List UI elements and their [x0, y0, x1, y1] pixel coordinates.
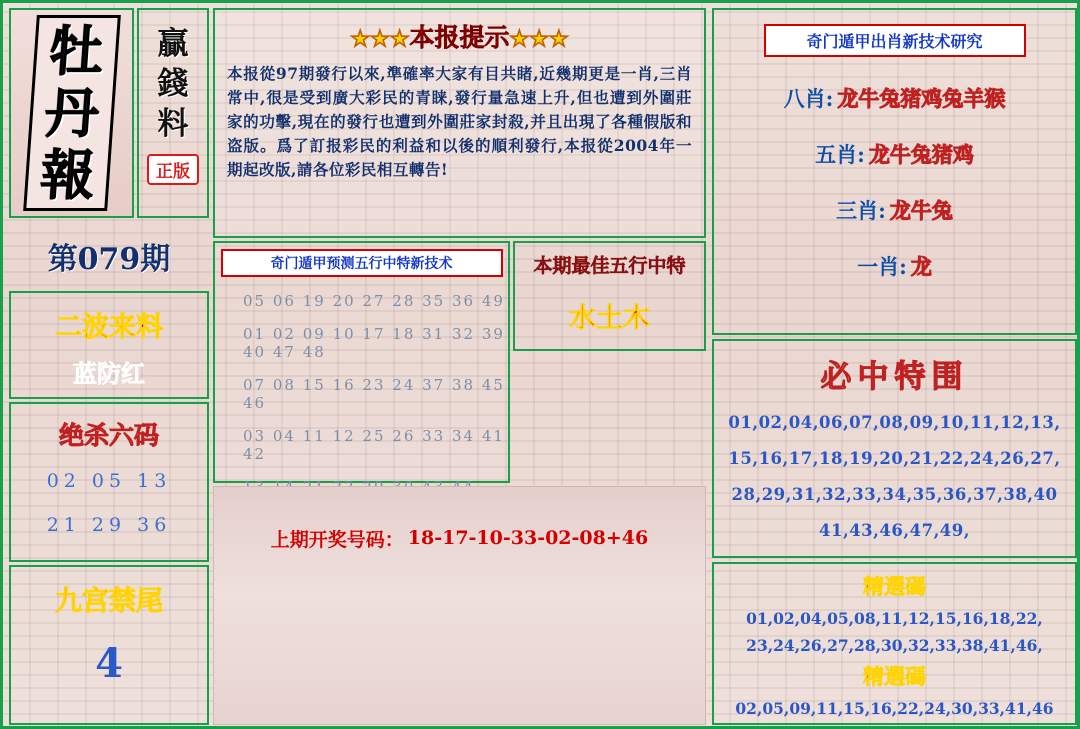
logo-char-1: 牡	[46, 19, 106, 83]
zodiac-row	[714, 195, 1075, 225]
best-element-title: 本期最佳五行中特	[533, 255, 686, 277]
win-char-1: 贏	[157, 26, 189, 62]
selected-row: 23,24,26,27,28,30,32,33,38,41,46,	[746, 636, 1043, 655]
prediction-row: 03 04 11 12 25 26 33 34 41 42	[243, 427, 505, 463]
kill-six-block	[9, 402, 209, 562]
prediction-row: 05 06 19 20 27 28 35 36 49	[243, 292, 505, 310]
stars-right: ★★★	[509, 26, 569, 52]
must-hit-row: 28,29,31,32,33,34,35,36,37,38,40	[731, 485, 1058, 504]
logo-char-3: 報	[37, 143, 97, 207]
issue-number	[9, 225, 209, 287]
last-draw-value: 18-17-10-33-02-08+46	[407, 527, 649, 549]
zodiac-row	[714, 139, 1075, 169]
zodiac-row-value: 龙牛兔	[889, 198, 953, 223]
notice-title-text: 本报提示	[409, 23, 510, 52]
masthead-logo	[9, 8, 134, 218]
must-hit-row: 15,16,17,18,19,20,21,22,24,26,27,	[728, 449, 1061, 468]
zodiac-row	[714, 251, 1075, 281]
best-element-block	[513, 241, 706, 351]
prediction-panel	[213, 241, 510, 483]
edition-badge: 正版	[147, 154, 199, 185]
wave-tip-title: 二波来料	[55, 312, 163, 343]
nine-palace-title: 九宫禁尾	[55, 586, 163, 617]
issue-number-text: 第079期	[47, 242, 171, 277]
zodiac-panel-title: 奇门遁甲出肖新技术研究	[764, 24, 1026, 57]
prediction-row: 01 02 09 10 17 18 31 32 39 40 47 48	[243, 325, 505, 361]
zodiac-row-value: 龙	[910, 254, 932, 279]
zodiac-row	[714, 83, 1075, 113]
must-hit-block	[712, 339, 1077, 558]
last-draw-result	[213, 508, 706, 568]
notice-panel	[213, 8, 706, 238]
zodiac-panel	[712, 8, 1077, 335]
must-hit-row: 41,43,46,47,49,	[818, 521, 971, 540]
zodiac-row-label: 一肖:	[857, 254, 907, 279]
wave-tip-block	[9, 291, 209, 399]
prediction-row: 07 08 15 16 23 24 37 38 45 46	[243, 376, 505, 412]
selected-row: 02,05,09,11,15,16,22,24,30,33,41,46	[735, 699, 1054, 718]
selected-row: 01,02,04,05,08,11,12,15,16,18,22,	[746, 609, 1043, 628]
zodiac-row-label: 八肖:	[783, 86, 834, 111]
nine-palace-block	[9, 565, 209, 725]
nine-palace-value: 4	[95, 640, 123, 687]
last-draw-label: 上期开奖号码：	[270, 528, 404, 551]
kill-six-title: 绝杀六码	[58, 421, 159, 450]
best-element-value: 水土木	[569, 303, 650, 334]
selected-numbers-block	[712, 562, 1077, 725]
zodiac-row-value: 龙牛兔猪鸡	[868, 142, 974, 167]
notice-body: 本报從97期發行以來,準確率大家有目共睹,近幾期更是一肖,三肖常中,很是受到廣大彩民的青睐,發行量急速上升,但也遭到外圍莊家的功擊,現在的發行也遭到外圍莊家封殺,并且出現了各種假版和盗版。爲了訂报彩民的利益和以後的順利發行,本报從2004年一期起改版,請各位彩民相互轉告!	[227, 64, 692, 179]
selected-title-1: 精選碼	[863, 574, 926, 599]
zodiac-row-label: 五肖:	[815, 142, 865, 167]
zodiac-row-label: 三肖:	[836, 198, 886, 223]
must-hit-title: 必中特围	[820, 359, 969, 395]
logo-char-2: 丹	[42, 81, 101, 145]
zodiac-row-value: 龙牛兔猪鸡兔羊猴	[837, 86, 1006, 111]
win-char-3: 料	[157, 106, 189, 142]
masthead-logo-inner	[23, 15, 121, 211]
kill-six-numbers-2: 21 29 36	[46, 514, 172, 536]
must-hit-row: 01,02,04,06,07,08,09,10,11,12,13,	[728, 413, 1061, 432]
kill-six-numbers-1: 02 05 13	[46, 470, 172, 492]
notice-title	[215, 18, 704, 54]
win-char-2: 錢	[157, 66, 189, 102]
wave-tip-value: 蓝防红	[73, 359, 145, 388]
win-money-block	[137, 8, 209, 218]
prediction-panel-title: 奇门遁甲预测五行中特新技术	[221, 249, 503, 277]
stars-left: ★★★	[350, 26, 410, 52]
selected-title-2: 精選碼	[863, 664, 926, 689]
